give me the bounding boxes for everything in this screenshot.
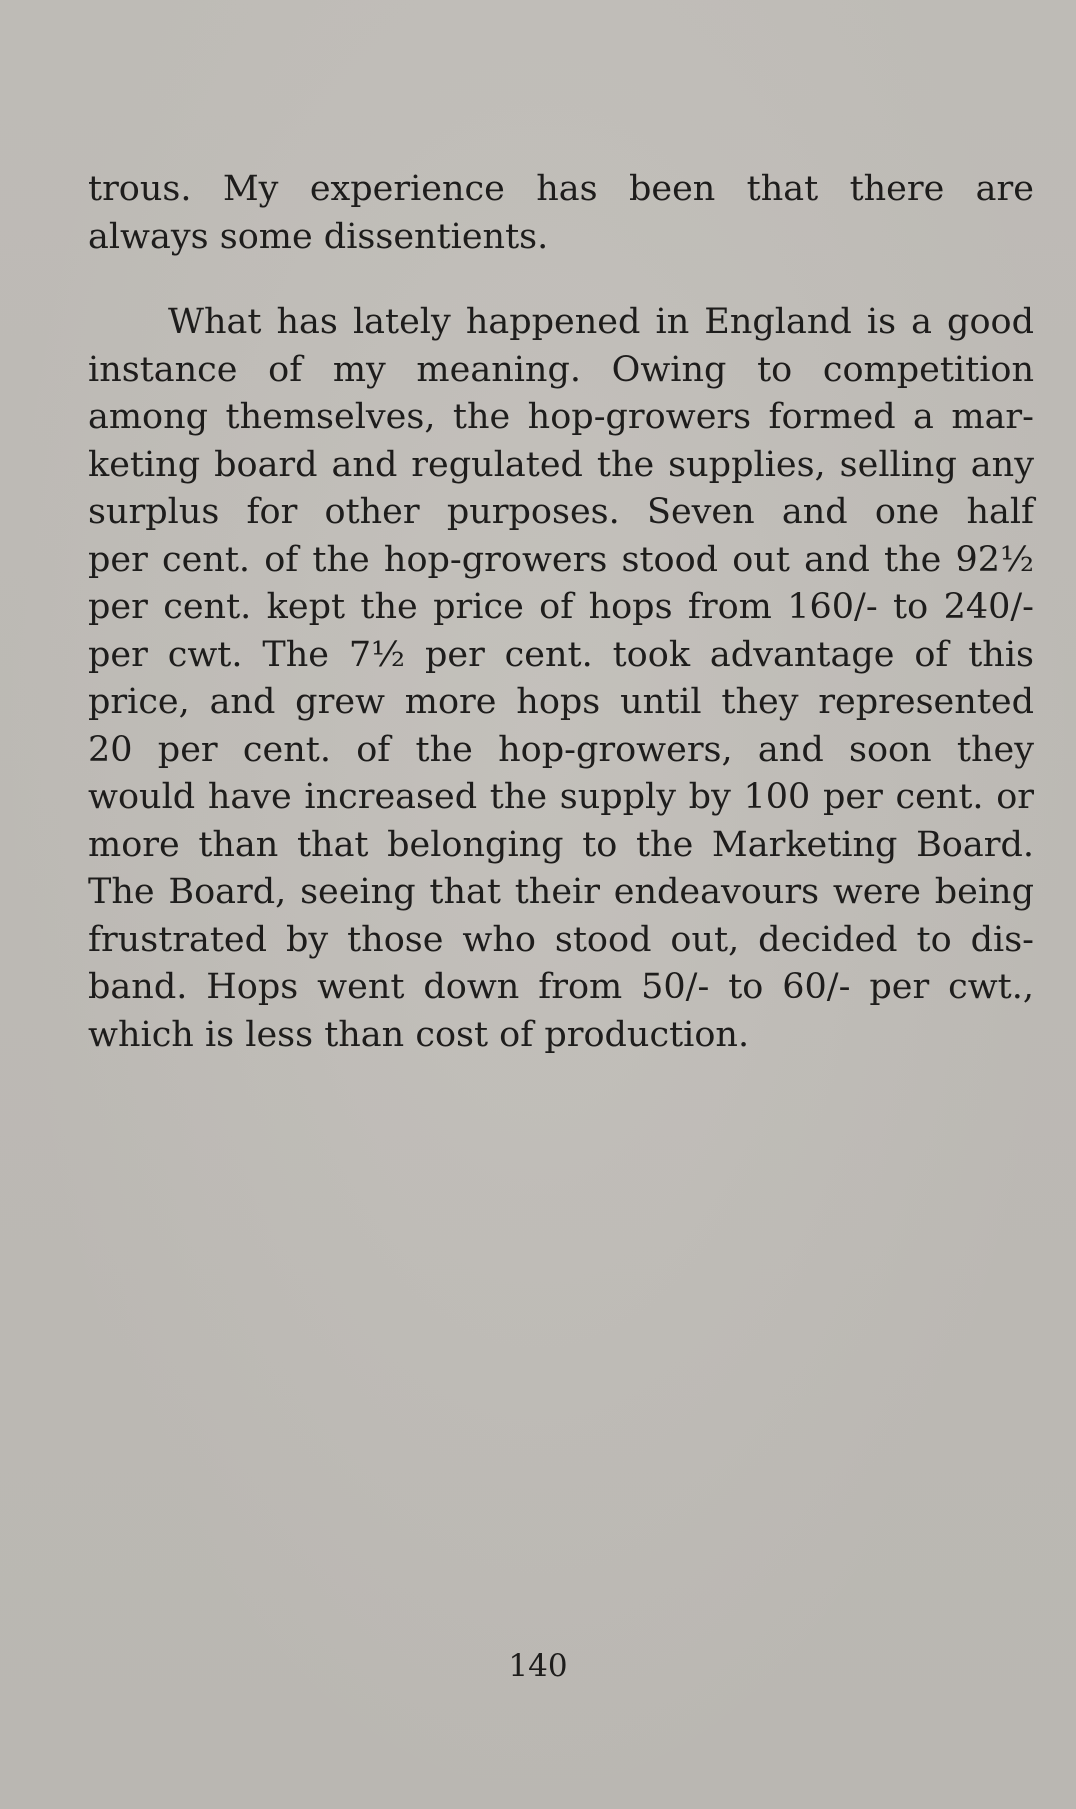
text-line: band. Hops went down from 50/- to 60/- per cwt., [88, 967, 1034, 1007]
text-line: price, and grew more hops until they represented [88, 682, 1034, 722]
text-line: keting board and regulated the supplies, selling any [88, 444, 1034, 485]
text-line: among themselves, the hop-growers formed a mar- [88, 397, 1034, 437]
text-line: which is less than cost of production. [88, 1014, 750, 1055]
body-text [88, 166, 1034, 1059]
text-line: instance of my meaning. Owing to competition [88, 349, 1034, 390]
text-line: per cwt. The 7½ per cent. took advantage of this [88, 634, 1034, 675]
text-line: frustrated by those who stood out, decided to dis- [88, 919, 1034, 960]
text-line: more than that belonging to the Marketing Board. [88, 824, 1034, 865]
text-line: per cent. kept the price of hops from 160/- to 240/- [88, 587, 1034, 627]
paragraph-1 [88, 166, 1034, 261]
page-number: 140 [508, 1648, 568, 1684]
text-line: trous. My experience has been that there are [88, 169, 1034, 209]
text-line: per cent. of the hop-growers stood out and the 92½ [88, 539, 1034, 580]
text-line: surplus for other purposes. Seven and one half [88, 492, 1034, 532]
paragraph-2 [88, 299, 1034, 1059]
text-line: always some dissentients. [88, 216, 549, 257]
text-line: 20 per cent. of the hop-growers, and soon they [88, 729, 1034, 770]
text-line: The Board, seeing that their endeavours were being [88, 872, 1034, 912]
text-line: What has lately happened in England is a good [168, 302, 1034, 342]
text-line: would have increased the supply by 100 per cent. or [88, 777, 1034, 817]
